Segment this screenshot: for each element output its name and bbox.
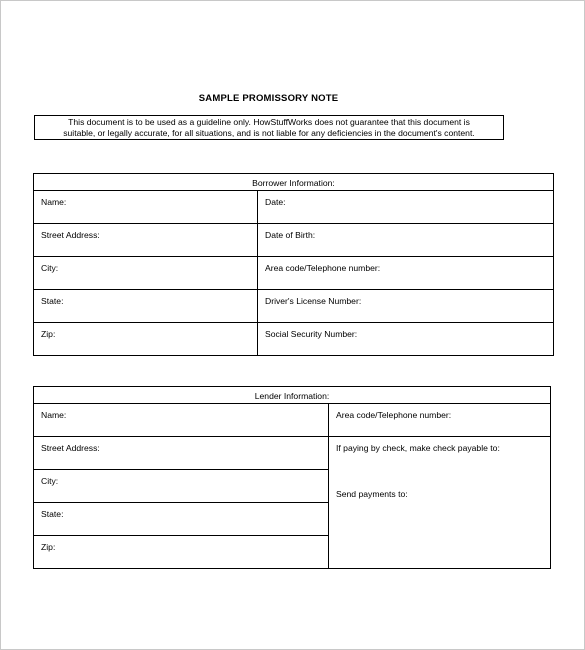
- borrower-information-table: [33, 173, 554, 356]
- lender-information-table: [33, 386, 551, 569]
- borrower-street-address-field[interactable]: Street Address:: [34, 224, 258, 257]
- lender-street-address-field[interactable]: Street Address:: [34, 437, 329, 470]
- borrower-state-field[interactable]: State:: [34, 290, 258, 323]
- lender-state-field[interactable]: State:: [34, 503, 329, 536]
- lender-name-field[interactable]: Name:: [34, 404, 329, 437]
- borrower-heading: [34, 174, 554, 191]
- borrower-date-field[interactable]: Date:: [258, 191, 554, 224]
- disclaimer-box: [34, 115, 504, 140]
- lender-heading-text: Lender Information:: [254, 391, 330, 401]
- borrower-heading-text: Borrower Information:: [252, 178, 335, 188]
- lender-city-field[interactable]: City:: [34, 470, 329, 503]
- borrower-date-of-birth-field[interactable]: Date of Birth:: [258, 224, 554, 257]
- borrower-telephone-field[interactable]: Area code/Telephone number:: [258, 257, 554, 290]
- lender-heading: [34, 387, 551, 404]
- check-payable-label: If paying by check, make check payable to:: [336, 443, 500, 453]
- disclaimer-line-1: This document is to be used as a guideline only. HowStuffWorks does not guarantee that this document is: [68, 117, 470, 127]
- borrower-city-field[interactable]: City:: [34, 257, 258, 290]
- spacer: [336, 453, 550, 489]
- lender-telephone-field[interactable]: Area code/Telephone number:: [329, 404, 551, 437]
- borrower-ssn-field[interactable]: Social Security Number:: [258, 323, 554, 356]
- disclaimer-line-2: suitable, or legally accurate, for all situations, and is not liable for any deficiencies in the document's content.: [63, 128, 475, 138]
- borrower-zip-field[interactable]: Zip:: [34, 323, 258, 356]
- document-title: SAMPLE PROMISSORY NOTE: [198, 93, 339, 104]
- send-payments-label: Send payments to:: [336, 489, 408, 499]
- borrower-drivers-license-field[interactable]: Driver's License Number:: [258, 290, 554, 323]
- lender-payment-instructions-field[interactable]: [329, 437, 551, 569]
- borrower-name-field[interactable]: Name:: [34, 191, 258, 224]
- lender-zip-field[interactable]: Zip:: [34, 536, 329, 569]
